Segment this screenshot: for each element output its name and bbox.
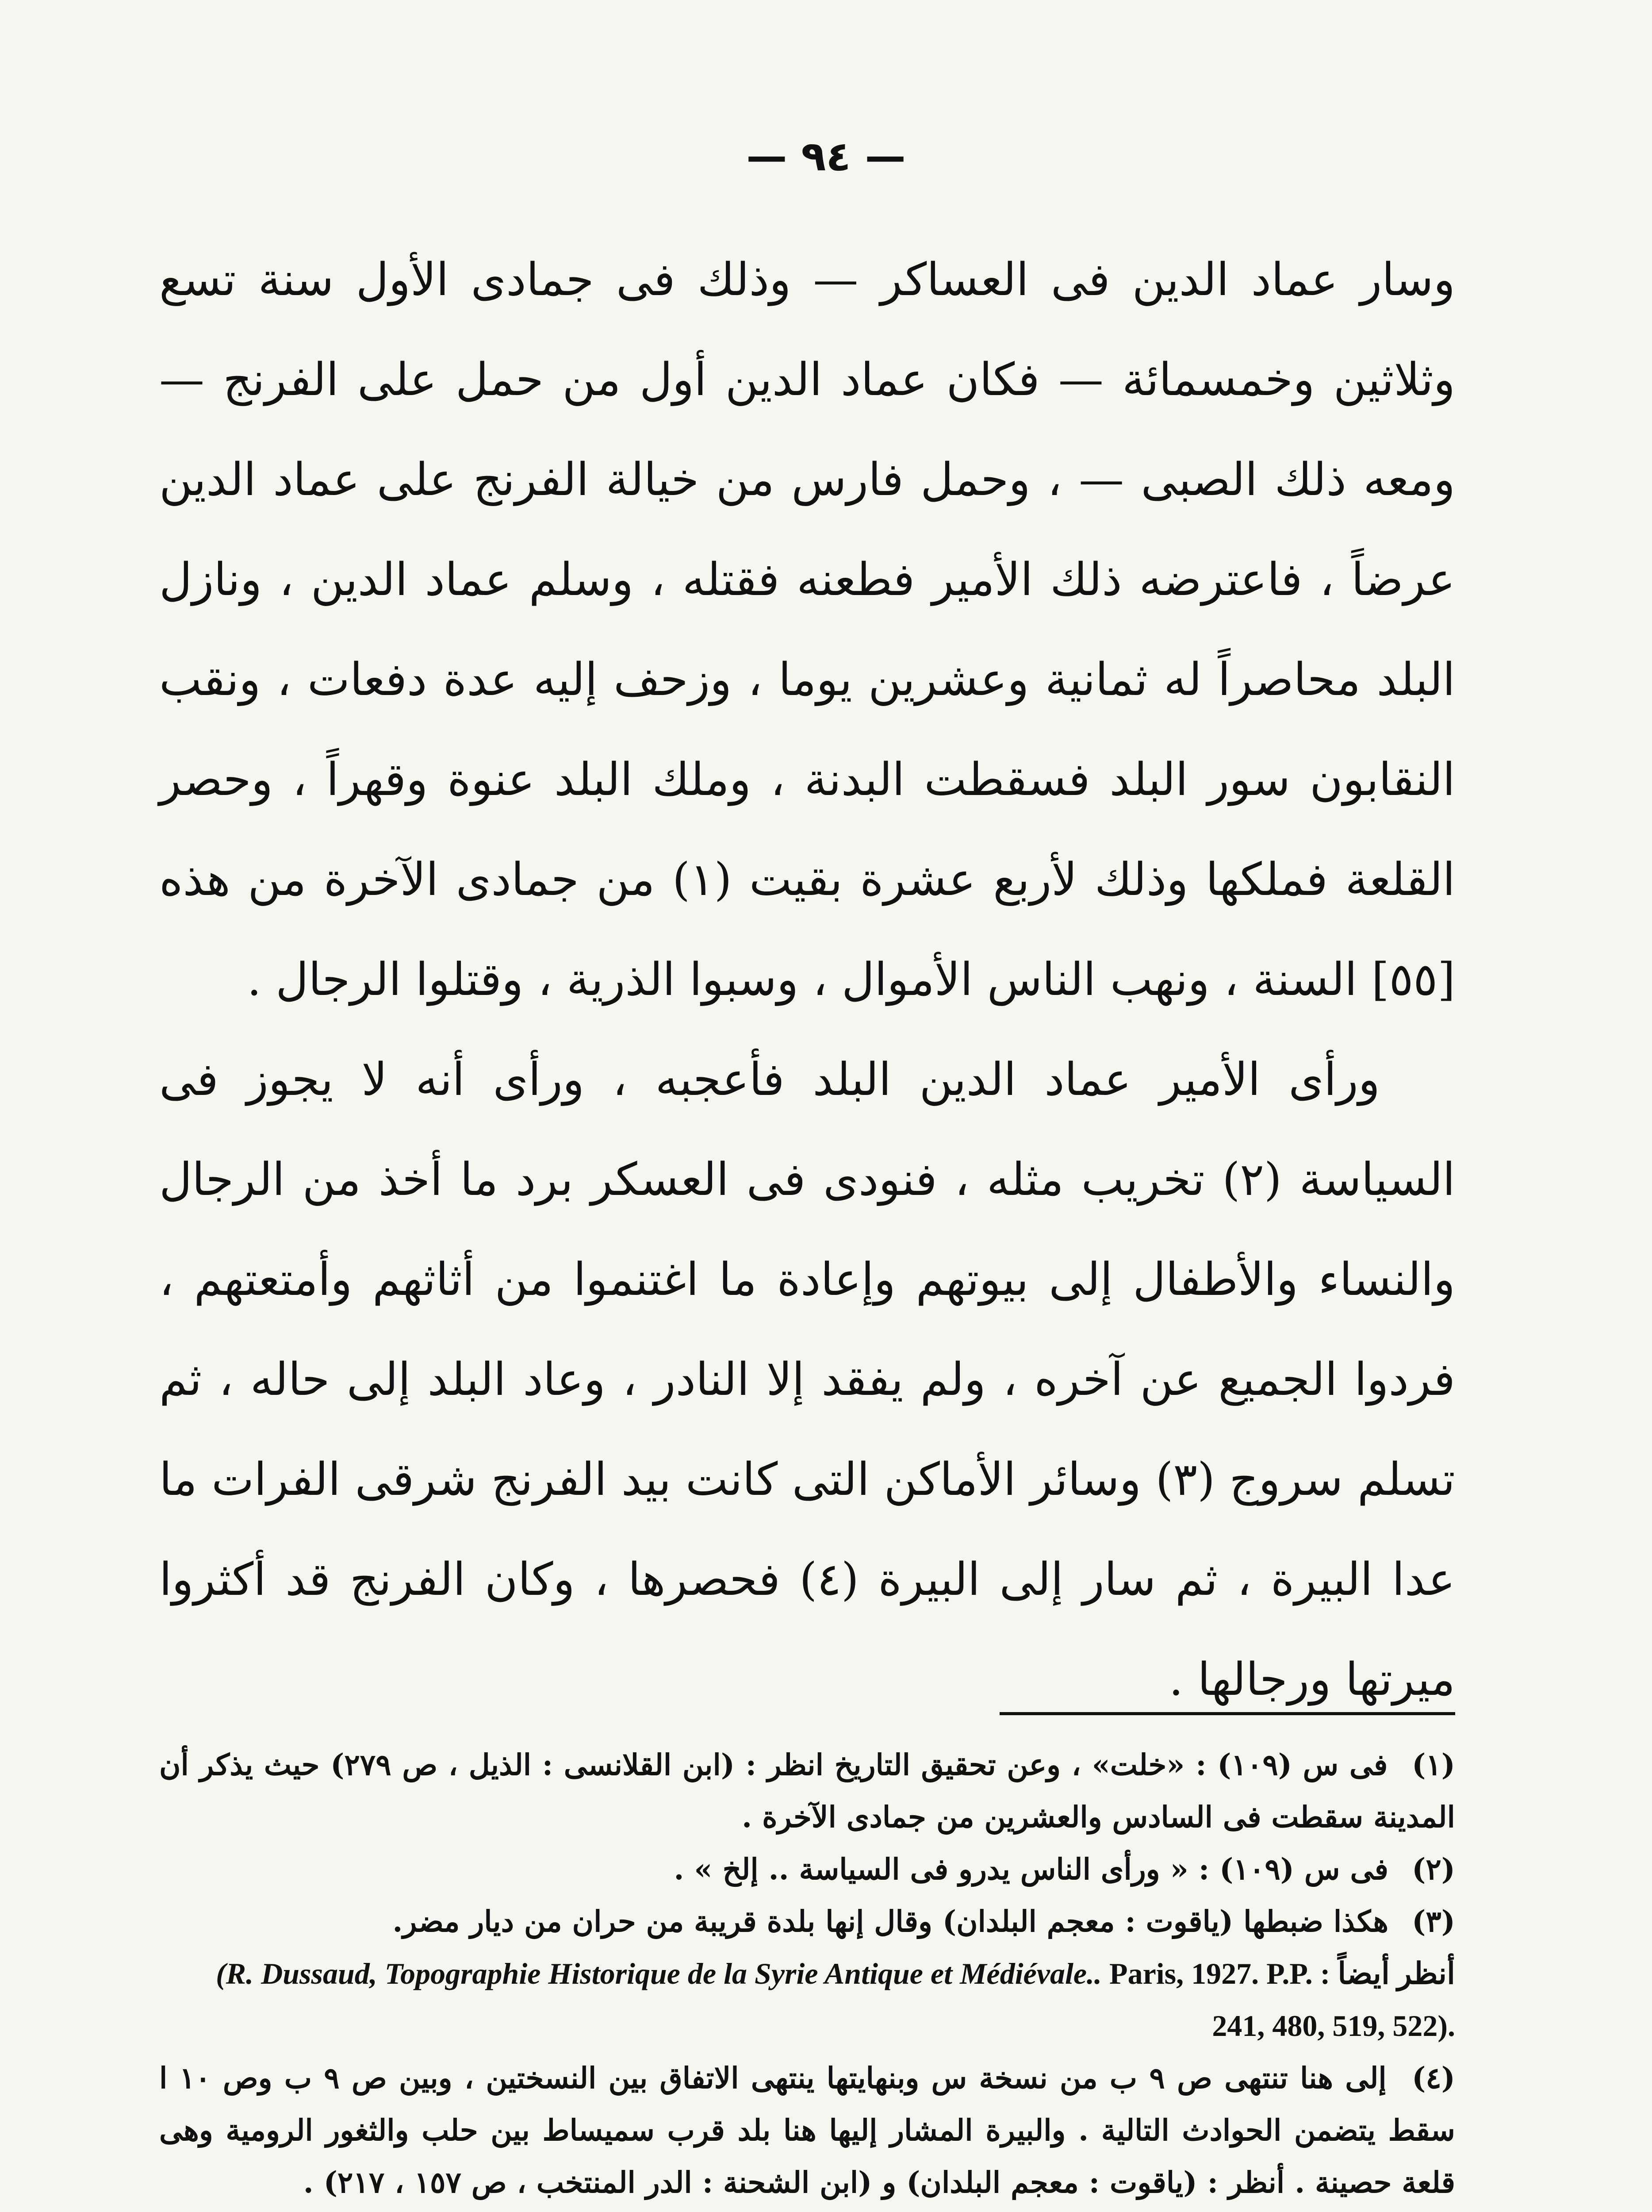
footnote-4-text: إلى هنا تنتهى ص ٩ ب من نسخة س وبنهايتها ينتهى الاتفاق بين النسختين ، وبين ص ٩ ب وص ١٠ ا سقط يتضمن الحوادث التالية . والبيرة المشار إليها هنا بلد قرب سميساط بين حلب والثغور الرومية وهى قلعة حصينة . أنظر : (ياقوت : معجم البلدان) و (ابن الشحنة : الدر المنتخب ، ص ١٥٧ ، ٢١٧) . <box>159 2061 1455 2200</box>
footnote-2-text: فى س (١٠٩) : « ورأى الناس يدرو فى السياسة .. إلخ » . <box>674 1852 1389 1886</box>
footnote-3-latin-reference <box>159 1947 1455 2052</box>
main-text <box>159 230 1455 1730</box>
footnote-3 <box>159 1895 1455 1947</box>
latin-reference-title: (R. Dussaud, Topographie Historique de la Syrie Antique et Médiévale.. <box>216 1957 1102 1990</box>
footnote-2 <box>159 1843 1455 1895</box>
page-number: — ٩٤ — <box>746 133 906 180</box>
paragraph-1: وسار عماد الدين فى العساكر — وذلك فى جمادى الأول سنة تسع وثلاثين وخمسمائة — فكان عماد الدين أول من حمل على الفرنج — ومعه ذلك الصبى — ، وحمل فارس من خيالة الفرنج على عماد الدين عرضاً ، فاعترضه ذلك الأمير فطعنه فقتله ، وسلم عماد الدين ، ونازل البلد محاصراً له ثمانية وعشرين يوما ، وزحف إليه عدة دفعات ، ونقب النقابون سور البلد فسقطت البدنة ، وملك البلد عنوة وقهراً ، وحصر القلعة فملكها وذلك لأربع عشرة بقيت (١) من جمادى الآخرة من هذه [٥٥] السنة ، ونهب الناس الأموال ، وسبوا الذرية ، وقتلوا الرجال . <box>159 253 1455 1006</box>
footnote-1-number: (١) <box>1412 1747 1455 1782</box>
latin-reference-pages: Paris, 1927. P.P. 241, 480, 519, 522). <box>1109 1957 1455 2043</box>
footnote-3-text: هكذا ضبطها (ياقوت : معجم البلدان) وقال إنها بلدة قريبة من حران من ديار مضر. <box>392 1904 1389 1939</box>
footnote-4-number: (٤) <box>1412 2061 1455 2095</box>
paragraph-2: ورأى الأمير عماد الدين البلد فأعجبه ، ورأى أنه لا يجوز فى السياسة (٢) تخريب مثله ، فنودى فى العسكر برد ما أخذ من الرجال والنساء والأطفال إلى بيوتهم وإعادة ما اغتنموا من أثاثهم وأمتعتهم ، فردوا الجميع عن آخره ، ولم يفقد إلا النادر ، وعاد البلد إلى حاله ، ثم تسلم سروج (٣) وسائر الأماكن التى كانت بيد الفرنج شرقى الفرات ما عدا البيرة ، ثم سار إلى البيرة (٤) فحصرها ، وكان الفرنج قد أكثروا ميرتها ورجالها . <box>159 1053 1456 1706</box>
footnote-1 <box>159 1739 1455 1843</box>
latin-reference-prefix: أنظر أيضاً : <box>1320 1957 1455 1990</box>
footnote-1-text: فى س (١٠٩) : «خلت» ، وعن تحقيق التاريخ انظر : (ابن القلانسى : الذيل ، ص ٢٧٩) حيث يذكر أن المدينة سقطت فى السادس والعشرين من جمادى الآخرة . <box>159 1747 1455 1834</box>
footnote-separator <box>1000 1712 1455 1715</box>
footnote-4 <box>159 2052 1455 2208</box>
footnotes <box>159 1739 1455 2208</box>
footnote-2-number: (٢) <box>1412 1852 1455 1886</box>
footnote-3-number: (٣) <box>1412 1904 1455 1939</box>
